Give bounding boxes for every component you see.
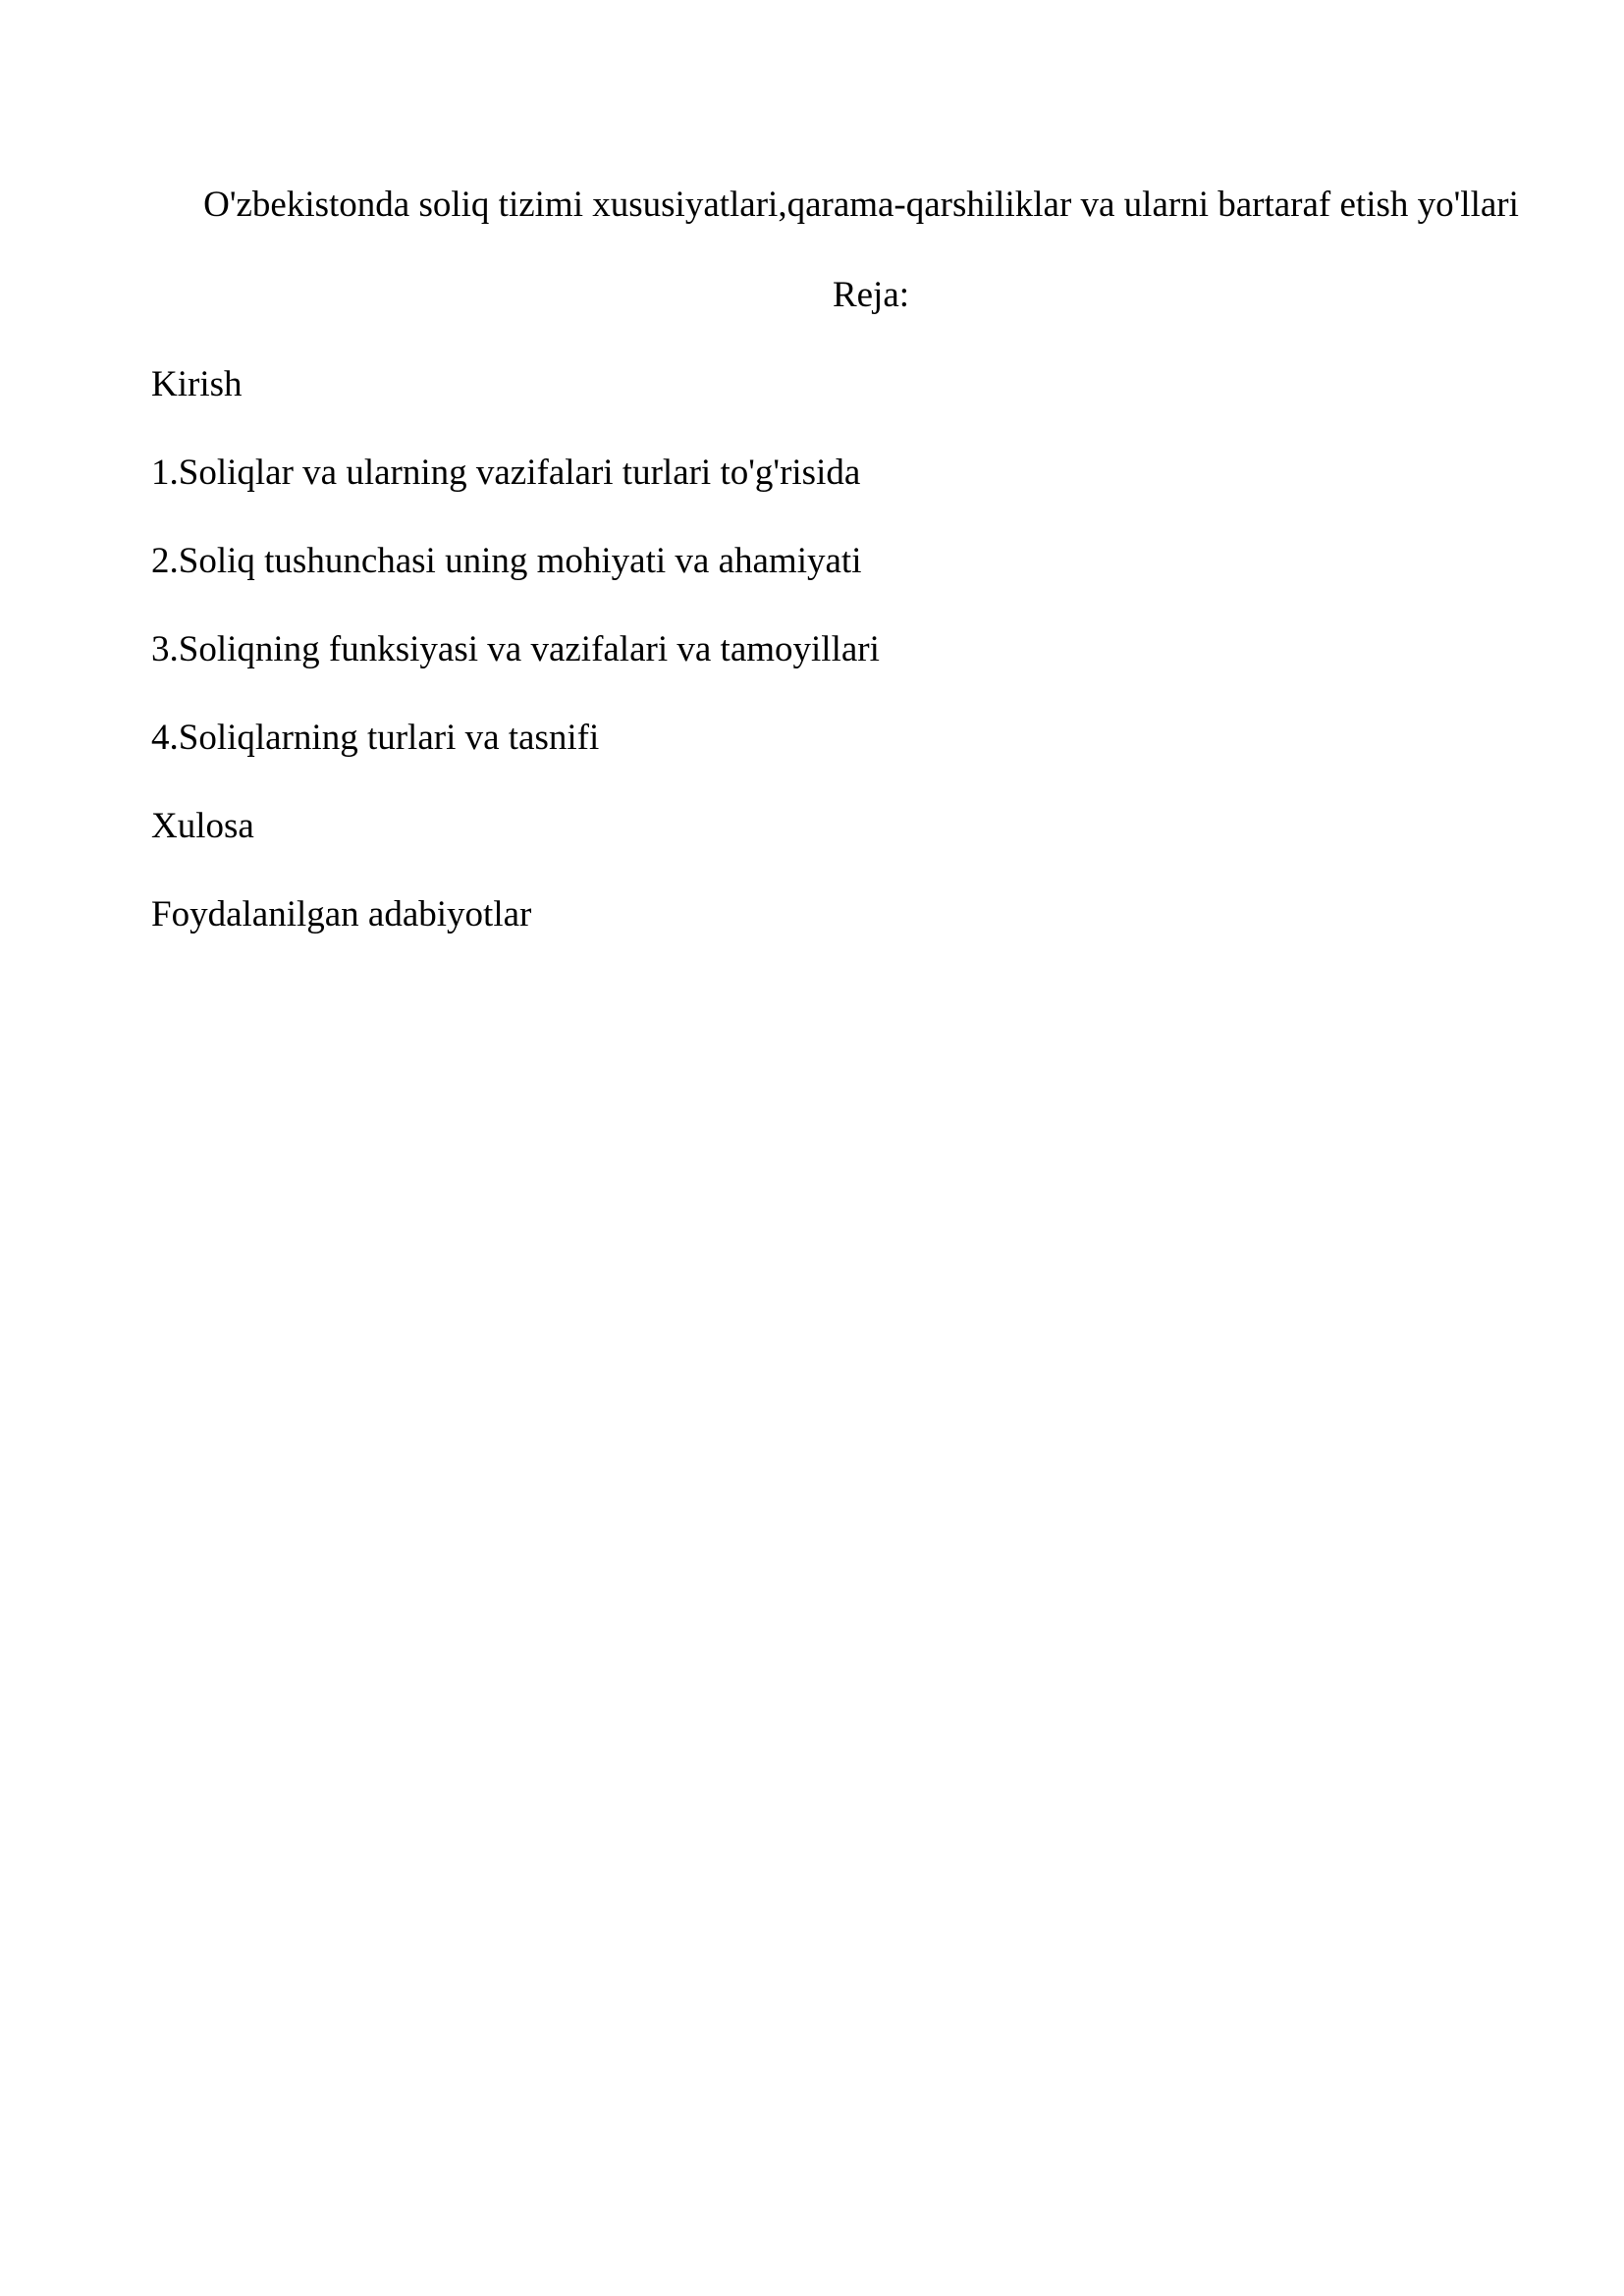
toc-item-4: 4.Soliqlarning turlari va tasnifi [151,718,600,758]
toc-item-references: Foydalanilgan adabiyotlar [151,894,532,934]
toc-item-1: 1.Soliqlar va ularning vazifalari turlari to'g'risida [151,453,861,493]
table-of-contents [151,363,880,982]
document-title: O'zbekistonda soliq tizimi xususiyatlari,qarama-qarshiliklar va ularni bartaraf etish yo'llari [203,185,1519,225]
toc-item-introduction: Kirish [151,364,243,404]
plan-heading: Reja: [832,275,910,315]
toc-item-3: 3.Soliqning funksiyasi va vazifalari va tamoyillari [151,629,880,669]
toc-item-2: 2.Soliq tushunchasi uning mohiyati va ahamiyati [151,541,862,581]
toc-item-conclusion: Xulosa [151,806,254,846]
